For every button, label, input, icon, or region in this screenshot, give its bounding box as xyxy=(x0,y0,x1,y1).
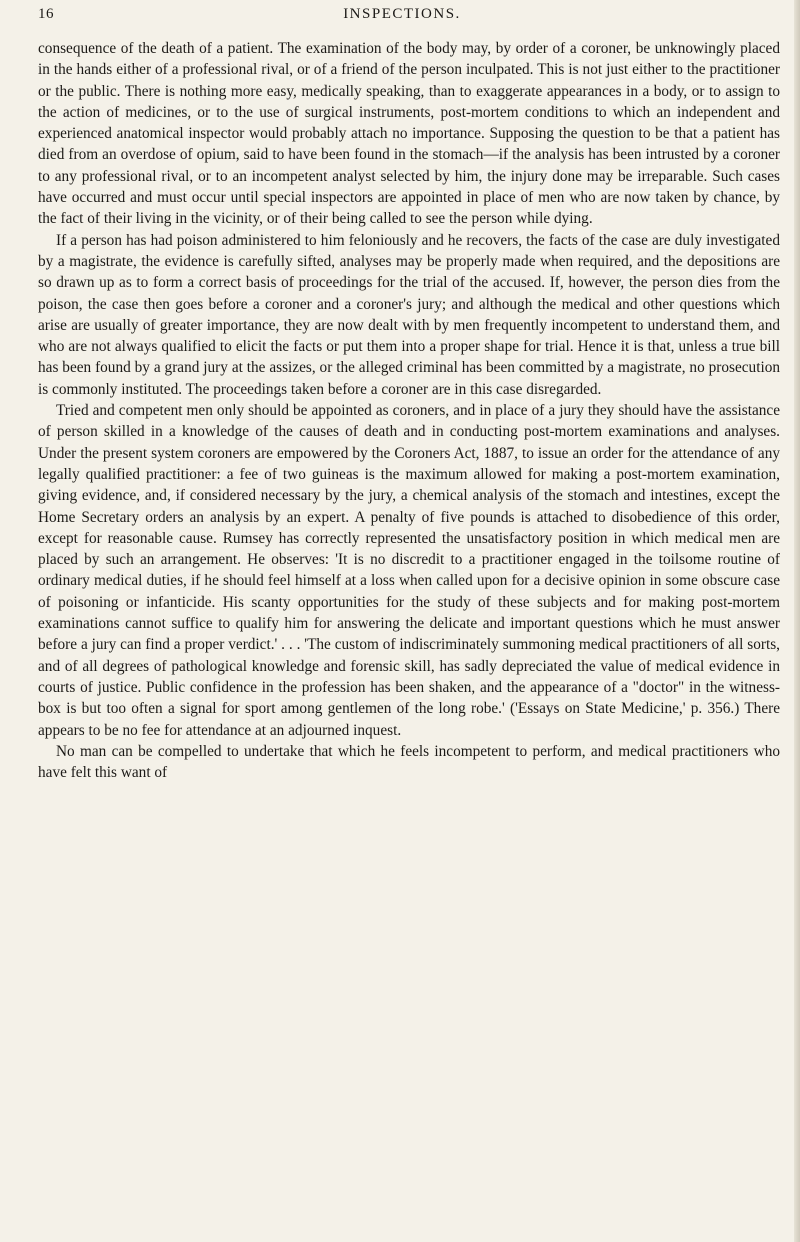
paragraph-4: No man can be compelled to undertake that which he feels incompetent to perform, and medical practitioners who have felt this want of xyxy=(38,742,780,782)
paragraph-2: If a person has had poison administered to him feloniously and he recovers, the facts of the case are duly investigated by a magistrate, the evidence is carefully sifted, analyses may be properly made when required, and the depositions are so drawn up as to form a correct basis of proceedings for the trial of the accused. If, however, the person dies from the poison, the case then goes before a coroner and a coroner's jury; and although the medical and other questions which arise are usually of greater importance, they are now dealt with by men frequently incompetent to understand them, and who are not always qualified to elicit the facts or put them into a proper shape for trial. Hence it is that, unless a true bill has been found by a grand jury at the assizes, or the alleged criminal has been committed by a magistrate, no prosecution is commonly instituted. The proceedings taken before a coroner are in this case disregarded. xyxy=(38,231,780,398)
body-text xyxy=(38,38,780,783)
page-number: 16 xyxy=(38,6,54,22)
running-title: INSPECTIONS. xyxy=(343,6,461,22)
paragraph-1: consequence of the death of a patient. The examination of the body may, by order of a coroner, be unknowingly placed in the hands either of a professional rival, or of a friend of the person inculpated. This is not just either to the practitioner or the public. There is nothing more easy, medically speaking, than to exaggerate appearances in a body, or to assign to the action of medicines, or to the use of surgical instruments, post-mortem conditions to which an independent and experienced anatomical inspector would probably attach no importance. Supposing the question to be that a patient has died from an overdose of opium, said to have been found in the stomach—if the analysis has been intrusted by a coroner to any professional rival, or to an incompetent analyst selected by him, the injury done may be irreparable. Such cases have occurred and must occur until special inspectors are appointed in place of men who are now taken by chance, by the fact of their living in the vicinity, or of their being called to see the person while dying. xyxy=(38,40,780,228)
paragraph-3: Tried and competent men only should be appointed as coroners, and in place of a jury they should have the assistance of person skilled in a knowledge of the causes of death and in conducting post-mortem examinations and analyses. Under the present system coroners are empowered by the Coroners Act, 1887, to issue an order for the attendance of any legally qualified practitioner: a fee of two guineas is the maximum allowed for making a post-mortem examination, giving evidence, and, if considered necessary by the jury, a chemical analysis of the stomach and intestines, except the Home Secretary orders an analysis by an expert. A penalty of five pounds is attached to disobedience of this order, except for reasonable cause. Rumsey has correctly represented the unsatisfactory position in which medical men are placed by such an arrangement. He observes: 'It is no discredit to a practitioner engaged in the toilsome routine of ordinary medical duties, if he should feel himself at a loss when called upon for a decisive opinion in some obscure case of poisoning or infanticide. His scanty opportunities for the study of these subjects and for making post-mortem examinations cannot suffice to qualify him for answering the delicate and important questions which he must answer before a jury can find a proper verdict.' . . . 'The custom of indiscriminately summoning medical practitioners of all sorts, and of all degrees of pathological knowledge and forensic skill, has sadly depreciated the value of medical evidence in courts of justice. Public confidence in the profession has been shaken, and the appearance of a "doctor" in the witness-box is but too often a signal for sport among gentlemen of the long robe.' ('Essays on State Medicine,' p. 356.) There appears to be no fee for attendance at an adjourned inquest. xyxy=(38,402,780,739)
page-edge-shadow xyxy=(794,0,800,1242)
running-head xyxy=(38,6,766,30)
